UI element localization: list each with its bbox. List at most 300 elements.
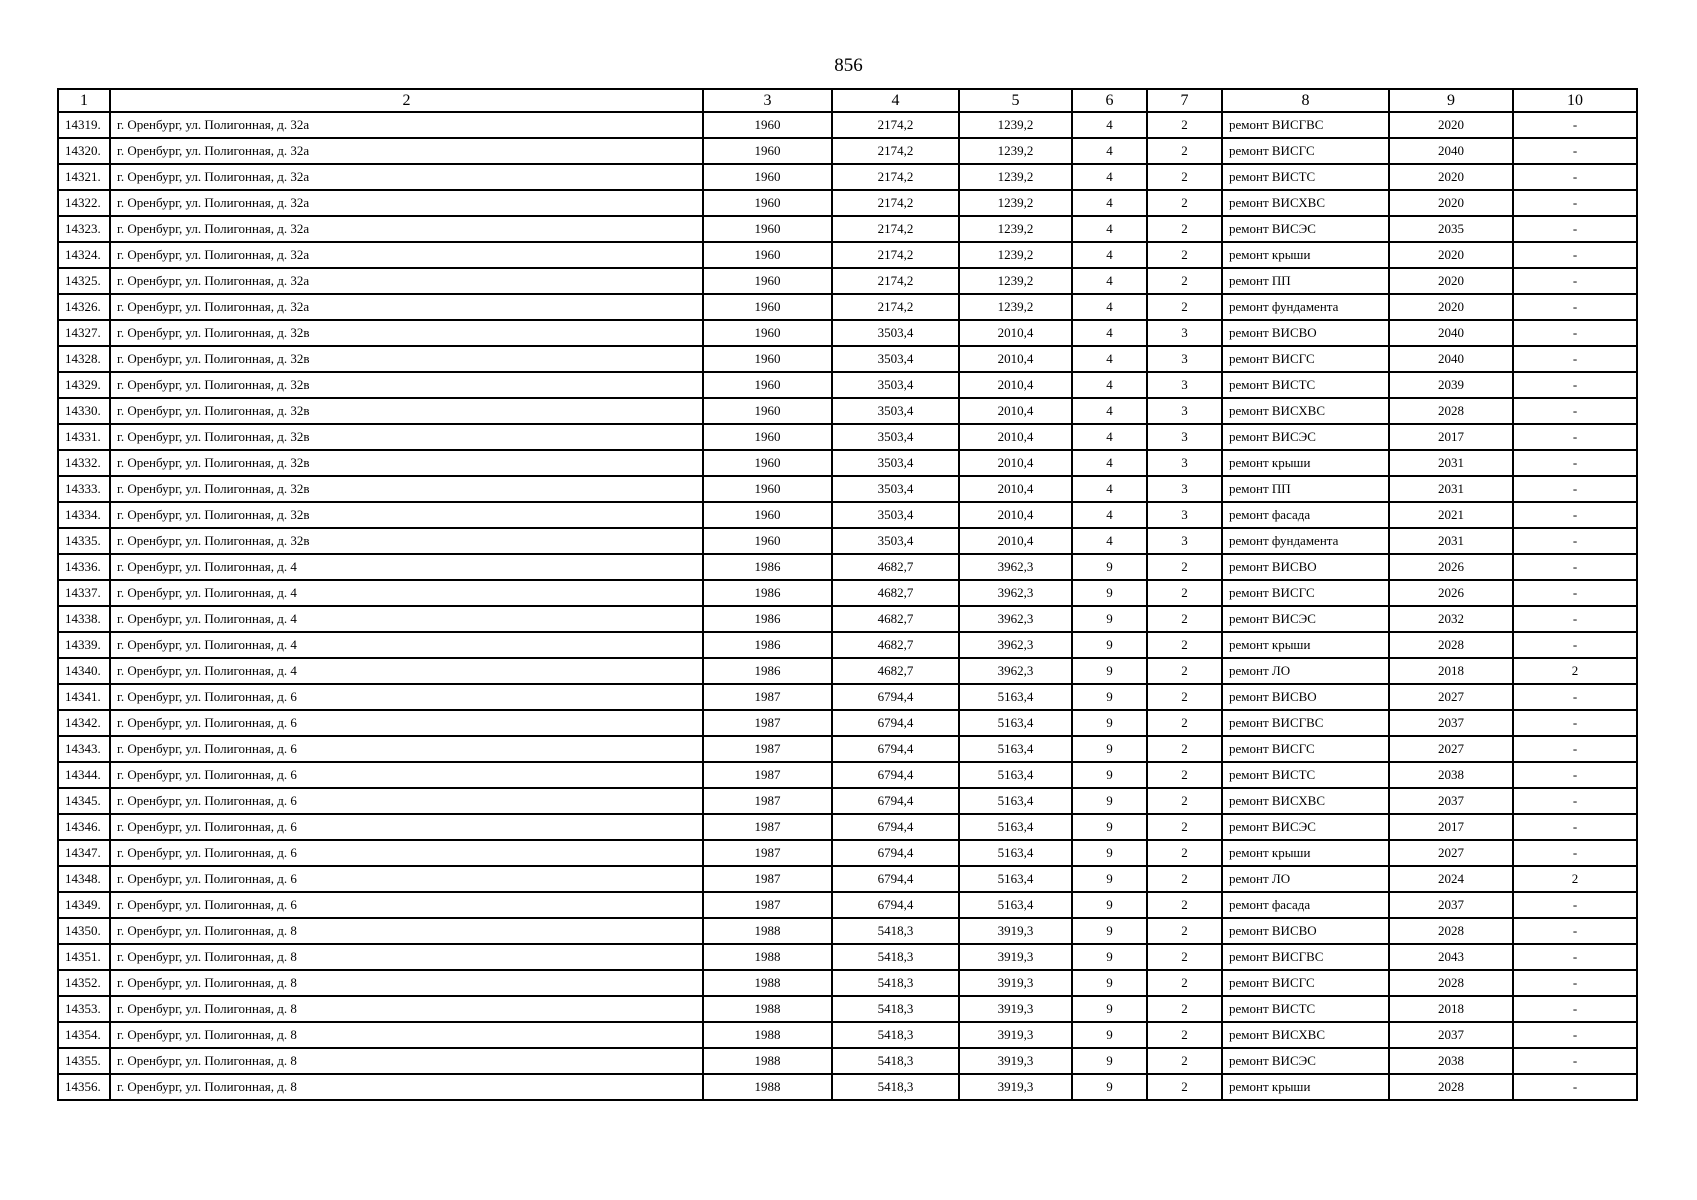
address-cell: г. Оренбург, ул. Полигонная, д. 32в xyxy=(110,346,703,372)
planned-year-cell: 2037 xyxy=(1389,710,1513,736)
living-area-cell: 2010,4 xyxy=(959,424,1072,450)
floors-cell: 9 xyxy=(1072,554,1147,580)
row-number-cell: 14346. xyxy=(58,814,110,840)
entrances-cell: 2 xyxy=(1147,606,1222,632)
address-cell: г. Оренбург, ул. Полигонная, д. 32в xyxy=(110,502,703,528)
floors-cell: 4 xyxy=(1072,164,1147,190)
note-cell: - xyxy=(1513,1048,1637,1074)
note-cell: - xyxy=(1513,996,1637,1022)
planned-year-cell: 2028 xyxy=(1389,1074,1513,1100)
row-number-cell: 14322. xyxy=(58,190,110,216)
table-row xyxy=(58,710,1637,736)
year-cell: 1987 xyxy=(703,762,832,788)
floors-cell: 4 xyxy=(1072,398,1147,424)
living-area-cell: 1239,2 xyxy=(959,294,1072,320)
total-area-cell: 3503,4 xyxy=(832,320,959,346)
planned-year-cell: 2040 xyxy=(1389,346,1513,372)
note-cell: - xyxy=(1513,112,1637,138)
table-row xyxy=(58,814,1637,840)
note-cell: - xyxy=(1513,684,1637,710)
living-area-cell: 2010,4 xyxy=(959,476,1072,502)
work-type-cell: ремонт ВИСГВС xyxy=(1222,710,1389,736)
floors-cell: 4 xyxy=(1072,476,1147,502)
column-header: 9 xyxy=(1389,89,1513,112)
table-row xyxy=(58,450,1637,476)
note-cell: - xyxy=(1513,268,1637,294)
table-row xyxy=(58,736,1637,762)
year-cell: 1988 xyxy=(703,1074,832,1100)
planned-year-cell: 2037 xyxy=(1389,1022,1513,1048)
floors-cell: 4 xyxy=(1072,502,1147,528)
living-area-cell: 3962,3 xyxy=(959,658,1072,684)
living-area-cell: 2010,4 xyxy=(959,528,1072,554)
planned-year-cell: 2026 xyxy=(1389,580,1513,606)
note-cell: - xyxy=(1513,138,1637,164)
address-cell: г. Оренбург, ул. Полигонная, д. 4 xyxy=(110,554,703,580)
floors-cell: 4 xyxy=(1072,346,1147,372)
year-cell: 1960 xyxy=(703,424,832,450)
living-area-cell: 1239,2 xyxy=(959,242,1072,268)
living-area-cell: 5163,4 xyxy=(959,814,1072,840)
work-type-cell: ремонт ВИСГС xyxy=(1222,346,1389,372)
table-row xyxy=(58,164,1637,190)
planned-year-cell: 2043 xyxy=(1389,944,1513,970)
entrances-cell: 3 xyxy=(1147,320,1222,346)
row-number-cell: 14332. xyxy=(58,450,110,476)
total-area-cell: 6794,4 xyxy=(832,710,959,736)
row-number-cell: 14334. xyxy=(58,502,110,528)
column-header: 2 xyxy=(110,89,703,112)
work-type-cell: ремонт крыши xyxy=(1222,840,1389,866)
total-area-cell: 4682,7 xyxy=(832,658,959,684)
row-number-cell: 14342. xyxy=(58,710,110,736)
work-type-cell: ремонт ВИСТС xyxy=(1222,996,1389,1022)
row-number-cell: 14345. xyxy=(58,788,110,814)
planned-year-cell: 2024 xyxy=(1389,866,1513,892)
floors-cell: 9 xyxy=(1072,970,1147,996)
address-cell: г. Оренбург, ул. Полигонная, д. 8 xyxy=(110,1048,703,1074)
entrances-cell: 2 xyxy=(1147,216,1222,242)
planned-year-cell: 2027 xyxy=(1389,840,1513,866)
entrances-cell: 3 xyxy=(1147,528,1222,554)
work-type-cell: ремонт ВИСЭС xyxy=(1222,1048,1389,1074)
total-area-cell: 2174,2 xyxy=(832,242,959,268)
living-area-cell: 1239,2 xyxy=(959,164,1072,190)
year-cell: 1960 xyxy=(703,164,832,190)
table-row xyxy=(58,840,1637,866)
total-area-cell: 3503,4 xyxy=(832,476,959,502)
table-row xyxy=(58,268,1637,294)
year-cell: 1988 xyxy=(703,1048,832,1074)
work-type-cell: ремонт ВИСЭС xyxy=(1222,216,1389,242)
table-row xyxy=(58,684,1637,710)
work-type-cell: ремонт фундамента xyxy=(1222,528,1389,554)
floors-cell: 9 xyxy=(1072,736,1147,762)
column-header: 10 xyxy=(1513,89,1637,112)
address-cell: г. Оренбург, ул. Полигонная, д. 8 xyxy=(110,944,703,970)
total-area-cell: 3503,4 xyxy=(832,424,959,450)
year-cell: 1960 xyxy=(703,450,832,476)
total-area-cell: 5418,3 xyxy=(832,1074,959,1100)
address-cell: г. Оренбург, ул. Полигонная, д. 32в xyxy=(110,476,703,502)
total-area-cell: 3503,4 xyxy=(832,372,959,398)
entrances-cell: 2 xyxy=(1147,138,1222,164)
row-number-cell: 14349. xyxy=(58,892,110,918)
address-cell: г. Оренбург, ул. Полигонная, д. 8 xyxy=(110,1022,703,1048)
note-cell: - xyxy=(1513,502,1637,528)
floors-cell: 9 xyxy=(1072,944,1147,970)
planned-year-cell: 2028 xyxy=(1389,398,1513,424)
address-cell: г. Оренбург, ул. Полигонная, д. 6 xyxy=(110,892,703,918)
note-cell: - xyxy=(1513,892,1637,918)
year-cell: 1986 xyxy=(703,606,832,632)
total-area-cell: 6794,4 xyxy=(832,762,959,788)
year-cell: 1960 xyxy=(703,268,832,294)
work-type-cell: ремонт крыши xyxy=(1222,1074,1389,1100)
work-type-cell: ремонт фасада xyxy=(1222,892,1389,918)
floors-cell: 4 xyxy=(1072,216,1147,242)
entrances-cell: 2 xyxy=(1147,658,1222,684)
living-area-cell: 5163,4 xyxy=(959,840,1072,866)
planned-year-cell: 2038 xyxy=(1389,762,1513,788)
year-cell: 1986 xyxy=(703,554,832,580)
work-type-cell: ремонт ВИСХВС xyxy=(1222,190,1389,216)
planned-year-cell: 2032 xyxy=(1389,606,1513,632)
table-body xyxy=(58,112,1637,1100)
row-number-cell: 14337. xyxy=(58,580,110,606)
floors-cell: 9 xyxy=(1072,1074,1147,1100)
planned-year-cell: 2031 xyxy=(1389,450,1513,476)
living-area-cell: 5163,4 xyxy=(959,684,1072,710)
year-cell: 1987 xyxy=(703,840,832,866)
work-type-cell: ремонт фасада xyxy=(1222,502,1389,528)
address-cell: г. Оренбург, ул. Полигонная, д. 32а xyxy=(110,164,703,190)
floors-cell: 4 xyxy=(1072,190,1147,216)
living-area-cell: 3919,3 xyxy=(959,1074,1072,1100)
address-cell: г. Оренбург, ул. Полигонная, д. 6 xyxy=(110,840,703,866)
living-area-cell: 5163,4 xyxy=(959,736,1072,762)
table-row xyxy=(58,1048,1637,1074)
living-area-cell: 5163,4 xyxy=(959,866,1072,892)
planned-year-cell: 2020 xyxy=(1389,242,1513,268)
entrances-cell: 2 xyxy=(1147,268,1222,294)
floors-cell: 9 xyxy=(1072,762,1147,788)
row-number-cell: 14347. xyxy=(58,840,110,866)
work-type-cell: ремонт ВИСВО xyxy=(1222,918,1389,944)
planned-year-cell: 2018 xyxy=(1389,996,1513,1022)
work-type-cell: ремонт ВИСВО xyxy=(1222,554,1389,580)
work-type-cell: ремонт ВИСГВС xyxy=(1222,112,1389,138)
address-cell: г. Оренбург, ул. Полигонная, д. 32а xyxy=(110,138,703,164)
table-row xyxy=(58,320,1637,346)
year-cell: 1960 xyxy=(703,242,832,268)
floors-cell: 9 xyxy=(1072,1022,1147,1048)
floors-cell: 4 xyxy=(1072,268,1147,294)
note-cell: - xyxy=(1513,1074,1637,1100)
planned-year-cell: 2028 xyxy=(1389,918,1513,944)
year-cell: 1987 xyxy=(703,710,832,736)
total-area-cell: 3503,4 xyxy=(832,346,959,372)
year-cell: 1987 xyxy=(703,866,832,892)
floors-cell: 4 xyxy=(1072,372,1147,398)
entrances-cell: 2 xyxy=(1147,918,1222,944)
floors-cell: 9 xyxy=(1072,580,1147,606)
work-type-cell: ремонт ВИСГВС xyxy=(1222,944,1389,970)
note-cell: - xyxy=(1513,710,1637,736)
planned-year-cell: 2026 xyxy=(1389,554,1513,580)
entrances-cell: 2 xyxy=(1147,1048,1222,1074)
row-number-cell: 14328. xyxy=(58,346,110,372)
note-cell: - xyxy=(1513,450,1637,476)
floors-cell: 4 xyxy=(1072,138,1147,164)
column-header: 8 xyxy=(1222,89,1389,112)
entrances-cell: 2 xyxy=(1147,554,1222,580)
floors-cell: 4 xyxy=(1072,320,1147,346)
work-type-cell: ремонт ВИСГС xyxy=(1222,736,1389,762)
planned-year-cell: 2037 xyxy=(1389,788,1513,814)
table-row xyxy=(58,112,1637,138)
floors-cell: 9 xyxy=(1072,658,1147,684)
living-area-cell: 3962,3 xyxy=(959,632,1072,658)
row-number-cell: 14343. xyxy=(58,736,110,762)
note-cell: - xyxy=(1513,632,1637,658)
row-number-cell: 14323. xyxy=(58,216,110,242)
year-cell: 1986 xyxy=(703,580,832,606)
register-table xyxy=(57,88,1638,1101)
note-cell: - xyxy=(1513,580,1637,606)
total-area-cell: 6794,4 xyxy=(832,814,959,840)
header-row xyxy=(58,89,1637,112)
total-area-cell: 2174,2 xyxy=(832,112,959,138)
table-row xyxy=(58,138,1637,164)
entrances-cell: 2 xyxy=(1147,892,1222,918)
table-row xyxy=(58,502,1637,528)
column-header: 5 xyxy=(959,89,1072,112)
address-cell: г. Оренбург, ул. Полигонная, д. 8 xyxy=(110,918,703,944)
living-area-cell: 1239,2 xyxy=(959,268,1072,294)
row-number-cell: 14326. xyxy=(58,294,110,320)
total-area-cell: 2174,2 xyxy=(832,190,959,216)
address-cell: г. Оренбург, ул. Полигонная, д. 8 xyxy=(110,996,703,1022)
living-area-cell: 3919,3 xyxy=(959,918,1072,944)
living-area-cell: 2010,4 xyxy=(959,346,1072,372)
entrances-cell: 2 xyxy=(1147,112,1222,138)
total-area-cell: 6794,4 xyxy=(832,736,959,762)
table-row xyxy=(58,918,1637,944)
total-area-cell: 6794,4 xyxy=(832,866,959,892)
floors-cell: 9 xyxy=(1072,788,1147,814)
planned-year-cell: 2018 xyxy=(1389,658,1513,684)
year-cell: 1960 xyxy=(703,190,832,216)
year-cell: 1987 xyxy=(703,814,832,840)
table-row xyxy=(58,190,1637,216)
year-cell: 1987 xyxy=(703,736,832,762)
total-area-cell: 4682,7 xyxy=(832,632,959,658)
year-cell: 1960 xyxy=(703,346,832,372)
note-cell: - xyxy=(1513,944,1637,970)
row-number-cell: 14338. xyxy=(58,606,110,632)
note-cell: - xyxy=(1513,424,1637,450)
row-number-cell: 14330. xyxy=(58,398,110,424)
floors-cell: 9 xyxy=(1072,606,1147,632)
planned-year-cell: 2020 xyxy=(1389,112,1513,138)
floors-cell: 4 xyxy=(1072,528,1147,554)
entrances-cell: 2 xyxy=(1147,294,1222,320)
column-header: 4 xyxy=(832,89,959,112)
row-number-cell: 14340. xyxy=(58,658,110,684)
total-area-cell: 5418,3 xyxy=(832,996,959,1022)
living-area-cell: 3962,3 xyxy=(959,580,1072,606)
work-type-cell: ремонт ВИСТС xyxy=(1222,372,1389,398)
living-area-cell: 2010,4 xyxy=(959,320,1072,346)
entrances-cell: 2 xyxy=(1147,1074,1222,1100)
note-cell: - xyxy=(1513,476,1637,502)
entrances-cell: 2 xyxy=(1147,684,1222,710)
living-area-cell: 2010,4 xyxy=(959,398,1072,424)
row-number-cell: 14341. xyxy=(58,684,110,710)
total-area-cell: 6794,4 xyxy=(832,840,959,866)
address-cell: г. Оренбург, ул. Полигонная, д. 4 xyxy=(110,580,703,606)
planned-year-cell: 2017 xyxy=(1389,814,1513,840)
note-cell: - xyxy=(1513,736,1637,762)
year-cell: 1988 xyxy=(703,944,832,970)
living-area-cell: 1239,2 xyxy=(959,112,1072,138)
planned-year-cell: 2040 xyxy=(1389,138,1513,164)
address-cell: г. Оренбург, ул. Полигонная, д. 8 xyxy=(110,1074,703,1100)
living-area-cell: 3962,3 xyxy=(959,554,1072,580)
year-cell: 1988 xyxy=(703,1022,832,1048)
work-type-cell: ремонт ВИСХВС xyxy=(1222,788,1389,814)
work-type-cell: ремонт ВИСГС xyxy=(1222,580,1389,606)
row-number-cell: 14348. xyxy=(58,866,110,892)
work-type-cell: ремонт ЛО xyxy=(1222,866,1389,892)
address-cell: г. Оренбург, ул. Полигонная, д. 32в xyxy=(110,372,703,398)
planned-year-cell: 2017 xyxy=(1389,424,1513,450)
table-row xyxy=(58,1022,1637,1048)
work-type-cell: ремонт ВИСЭС xyxy=(1222,424,1389,450)
note-cell: - xyxy=(1513,294,1637,320)
total-area-cell: 6794,4 xyxy=(832,788,959,814)
row-number-cell: 14335. xyxy=(58,528,110,554)
floors-cell: 4 xyxy=(1072,294,1147,320)
address-cell: г. Оренбург, ул. Полигонная, д. 8 xyxy=(110,970,703,996)
floors-cell: 9 xyxy=(1072,710,1147,736)
total-area-cell: 5418,3 xyxy=(832,944,959,970)
planned-year-cell: 2040 xyxy=(1389,320,1513,346)
table-row xyxy=(58,606,1637,632)
planned-year-cell: 2031 xyxy=(1389,476,1513,502)
page-number: 856 xyxy=(834,55,863,76)
entrances-cell: 2 xyxy=(1147,736,1222,762)
total-area-cell: 4682,7 xyxy=(832,580,959,606)
column-header: 7 xyxy=(1147,89,1222,112)
total-area-cell: 2174,2 xyxy=(832,294,959,320)
entrances-cell: 3 xyxy=(1147,372,1222,398)
year-cell: 1987 xyxy=(703,892,832,918)
floors-cell: 9 xyxy=(1072,1048,1147,1074)
total-area-cell: 3503,4 xyxy=(832,398,959,424)
row-number-cell: 14324. xyxy=(58,242,110,268)
entrances-cell: 2 xyxy=(1147,944,1222,970)
row-number-cell: 14321. xyxy=(58,164,110,190)
column-header: 6 xyxy=(1072,89,1147,112)
address-cell: г. Оренбург, ул. Полигонная, д. 4 xyxy=(110,632,703,658)
address-cell: г. Оренбург, ул. Полигонная, д. 32в xyxy=(110,398,703,424)
entrances-cell: 2 xyxy=(1147,840,1222,866)
work-type-cell: ремонт ПП xyxy=(1222,476,1389,502)
work-type-cell: ремонт ВИСТС xyxy=(1222,762,1389,788)
table-row xyxy=(58,632,1637,658)
living-area-cell: 2010,4 xyxy=(959,502,1072,528)
address-cell: г. Оренбург, ул. Полигонная, д. 6 xyxy=(110,684,703,710)
total-area-cell: 4682,7 xyxy=(832,554,959,580)
note-cell: - xyxy=(1513,528,1637,554)
living-area-cell: 5163,4 xyxy=(959,762,1072,788)
row-number-cell: 14354. xyxy=(58,1022,110,1048)
work-type-cell: ремонт крыши xyxy=(1222,242,1389,268)
planned-year-cell: 2027 xyxy=(1389,684,1513,710)
note-cell: - xyxy=(1513,762,1637,788)
total-area-cell: 2174,2 xyxy=(832,138,959,164)
entrances-cell: 3 xyxy=(1147,450,1222,476)
living-area-cell: 2010,4 xyxy=(959,372,1072,398)
table-row xyxy=(58,372,1637,398)
entrances-cell: 3 xyxy=(1147,476,1222,502)
table-row xyxy=(58,528,1637,554)
note-cell: - xyxy=(1513,918,1637,944)
work-type-cell: ремонт крыши xyxy=(1222,450,1389,476)
work-type-cell: ремонт фундамента xyxy=(1222,294,1389,320)
planned-year-cell: 2020 xyxy=(1389,294,1513,320)
note-cell: - xyxy=(1513,606,1637,632)
floors-cell: 4 xyxy=(1072,242,1147,268)
planned-year-cell: 2021 xyxy=(1389,502,1513,528)
work-type-cell: ремонт ВИСЭС xyxy=(1222,606,1389,632)
entrances-cell: 2 xyxy=(1147,866,1222,892)
entrances-cell: 2 xyxy=(1147,1022,1222,1048)
floors-cell: 9 xyxy=(1072,632,1147,658)
table-row xyxy=(58,970,1637,996)
row-number-cell: 14319. xyxy=(58,112,110,138)
planned-year-cell: 2031 xyxy=(1389,528,1513,554)
total-area-cell: 5418,3 xyxy=(832,1022,959,1048)
address-cell: г. Оренбург, ул. Полигонная, д. 32а xyxy=(110,216,703,242)
planned-year-cell: 2020 xyxy=(1389,268,1513,294)
living-area-cell: 1239,2 xyxy=(959,216,1072,242)
living-area-cell: 3919,3 xyxy=(959,1022,1072,1048)
note-cell: - xyxy=(1513,970,1637,996)
row-number-cell: 14327. xyxy=(58,320,110,346)
table-row xyxy=(58,424,1637,450)
entrances-cell: 2 xyxy=(1147,580,1222,606)
entrances-cell: 2 xyxy=(1147,710,1222,736)
entrances-cell: 2 xyxy=(1147,190,1222,216)
living-area-cell: 1239,2 xyxy=(959,138,1072,164)
table-row xyxy=(58,866,1637,892)
planned-year-cell: 2038 xyxy=(1389,1048,1513,1074)
year-cell: 1988 xyxy=(703,970,832,996)
floors-cell: 9 xyxy=(1072,684,1147,710)
address-cell: г. Оренбург, ул. Полигонная, д. 32в xyxy=(110,424,703,450)
living-area-cell: 5163,4 xyxy=(959,788,1072,814)
planned-year-cell: 2020 xyxy=(1389,164,1513,190)
total-area-cell: 5418,3 xyxy=(832,1048,959,1074)
column-header: 3 xyxy=(703,89,832,112)
row-number-cell: 14350. xyxy=(58,918,110,944)
entrances-cell: 2 xyxy=(1147,164,1222,190)
table-row xyxy=(58,294,1637,320)
living-area-cell: 3962,3 xyxy=(959,606,1072,632)
